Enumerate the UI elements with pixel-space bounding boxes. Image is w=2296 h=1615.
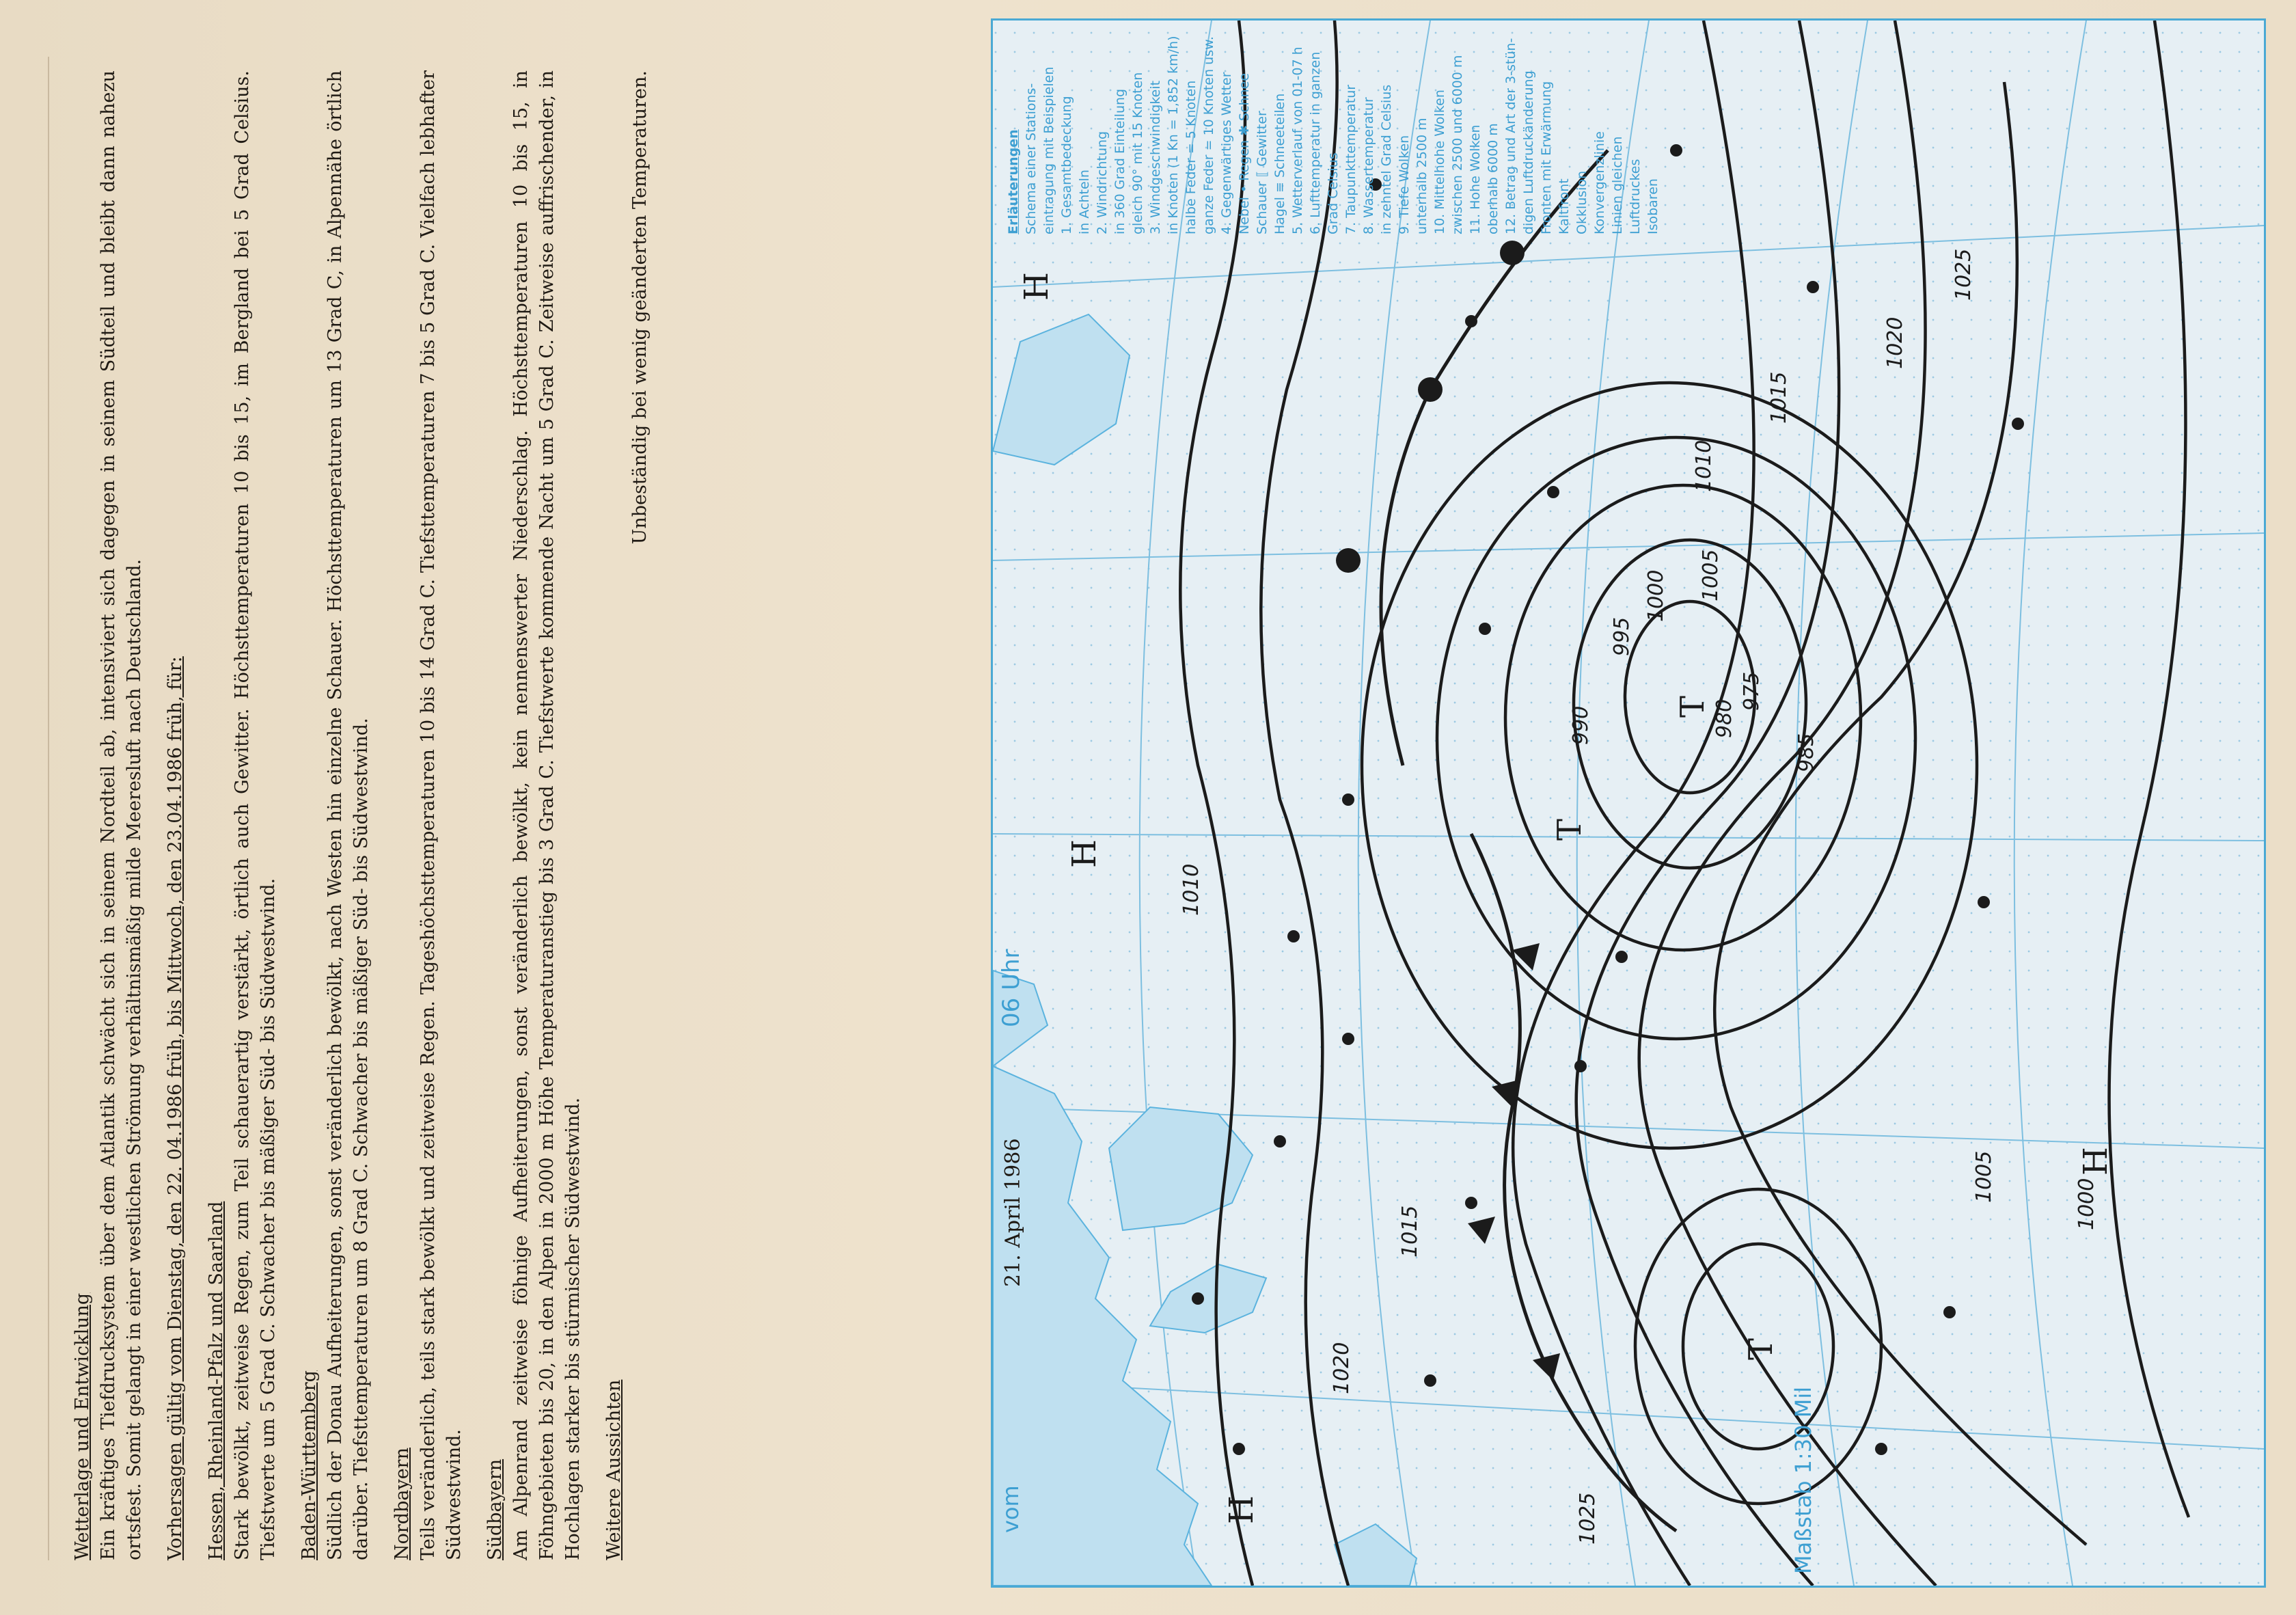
isobar-value: 1000: [1644, 569, 1668, 622]
aussichten-heading: Weitere Aussichten: [603, 1379, 625, 1560]
vorhersage-heading: Vorhersagen gültig vom Dienstag, den 22. 04.1986 früh, bis Mittwoch, den 23.04.1986 früh, für:: [165, 656, 186, 1560]
legend-item: zwischen 2500 und 6000 m: [1450, 55, 1465, 234]
station-mark: [1465, 1197, 1477, 1209]
station-mark: [1287, 930, 1300, 942]
legend-item: in Achteln: [1077, 169, 1092, 234]
isobar-value: 995: [1610, 616, 1634, 656]
legend-item: 4. Gegenwärtiges Wetter: [1219, 72, 1234, 234]
station-mark: [1465, 315, 1477, 327]
isobar-value: 1015: [1398, 1205, 1422, 1258]
low-center: T: [1550, 818, 1589, 841]
isobar-value: 1020: [1883, 316, 1907, 369]
sb-heading: Südbayern: [484, 1458, 506, 1560]
station-mark: [2012, 418, 2024, 430]
station-mark: [1807, 281, 1819, 293]
legend-item: 3. Windgeschwindigkeit: [1148, 80, 1163, 234]
map-date: 21. April 1986: [1001, 1138, 1025, 1287]
station-mark: [1615, 951, 1628, 963]
legend-item: Grad Celsius: [1326, 152, 1341, 234]
legend-item: oberhalb 6000 m: [1486, 123, 1501, 234]
legend-item: Linien gleichen: [1610, 136, 1625, 234]
hessen-heading: Hessen, Rheinland-Pfalz und Saarland: [206, 1201, 227, 1560]
isobar-value: 1000: [2075, 1178, 2099, 1230]
isobar-value: 1005: [1699, 549, 1723, 601]
high-center: H: [1222, 1495, 1261, 1524]
legend-item: Nebel • Regen ✱ Schnee: [1237, 72, 1252, 234]
isobar-value: 1015: [1767, 371, 1791, 424]
warm-front-semicircle: [1418, 377, 1443, 402]
lage-body: Ein kräftiges Tiefdrucksystem über dem Atlantik schwächt sich in seinem Nordteil ab, intensiviert sich dagegen in seinem Südteil und bleibt dann nahezu ortsfest. Somit gelangt in einer westlichen Strömung verhältnismäßig milde Meeresluft nach Deutschland.: [98, 70, 145, 1560]
legend-item: in Knoten (1 Kn = 1,852 km/h): [1166, 36, 1181, 234]
legend-item: 10. Mittelhohe Wolken: [1432, 90, 1447, 234]
isobar-value: 990: [1569, 705, 1593, 745]
station-mark: [1978, 896, 1990, 908]
legend-item: 5. Wetterverlauf von 01-07 h: [1290, 46, 1305, 234]
legend-item: Luftdruckes: [1628, 159, 1643, 234]
legend-item: 7. Taupunkttemperatur: [1343, 84, 1358, 234]
legend-item: 6. Lufttemperatur in ganzen: [1308, 51, 1323, 234]
legend-item: gleich 90° mit 15 Knoten: [1130, 72, 1145, 234]
legend-item: Schema einer Stations-: [1024, 83, 1039, 234]
aussichten-body: Unbeständig bei wenig geänderten Temperaturen.: [629, 70, 651, 545]
legend-item: 1. Gesamtbedeckung: [1059, 96, 1074, 234]
warm-front-semicircle: [1336, 548, 1361, 573]
legend-item: halbe Feder = 5 Knoten: [1184, 80, 1199, 234]
isobar-value: 1020: [1330, 1342, 1354, 1394]
station-mark: [1875, 1443, 1887, 1455]
nb-heading: Nordbayern: [392, 1448, 413, 1560]
station-mark: [1274, 1135, 1286, 1148]
isobar-value: 975: [1740, 671, 1764, 711]
station-mark: [1943, 1306, 1956, 1318]
hessen-body: Stark bewölkt, zeitweise Regen, zum Teil schauerartig verstärkt, örtlich auch Gewitter. Höchsttemperaturen 10 bis 15, im Bergland bei 5 Grad Celsius. Tiefstwerte um 5 Grad C. Schwacher bis mäßiger Süd- bis Südwestwind.: [232, 70, 279, 1560]
station-mark: [1342, 1033, 1354, 1045]
weather-map: [991, 18, 2266, 1588]
legend-item: Konvergenzlinie: [1592, 131, 1607, 234]
station-mark: [1574, 1060, 1587, 1072]
isobar-value: 1010: [1179, 863, 1203, 916]
station-mark: [1547, 486, 1559, 498]
isobar-value: 1025: [1576, 1492, 1600, 1545]
legend-item: 2. Windrichtung: [1095, 131, 1110, 234]
warm-front-semicircle: [1500, 241, 1525, 265]
isobar-value: 1010: [1692, 439, 1716, 492]
legend-item: 12. Betrag und Art der 3-stün-: [1503, 38, 1518, 234]
isobar-value: 1025: [1952, 248, 1976, 301]
legend-title: Erläuterungen: [1006, 129, 1021, 234]
bw-heading: Baden-Württemberg: [299, 1370, 320, 1560]
legend: [1004, 9, 1660, 234]
map-scale: Maßstab 1:30 Mil: [1790, 1386, 1816, 1574]
high-center: H: [2077, 1147, 2115, 1176]
legend-item: digen Luftdruckänderung: [1521, 70, 1536, 234]
sea-area: [993, 21, 2264, 1586]
high-center: H: [1017, 272, 1056, 301]
low-center: T: [1673, 695, 1712, 718]
top-rule: [48, 57, 49, 1560]
station-mark: [1233, 1443, 1245, 1455]
station-mark: [1424, 1374, 1436, 1387]
legend-item: unterhalb 2500 m: [1414, 118, 1430, 234]
legend-item: Schauer ⟦ Gewitter: [1255, 111, 1270, 234]
map-vom: vom: [998, 1485, 1024, 1533]
station-mark: [1342, 793, 1354, 806]
station-mark: [1479, 623, 1491, 635]
legend-item: Hagel ≡ Schneeteilen: [1272, 93, 1287, 234]
low-center: T: [1742, 1338, 1780, 1360]
forecast-text: [55, 70, 977, 1560]
legend-item: Okklusion: [1574, 170, 1589, 234]
legend-item: Fronten mit Erwärmung: [1539, 81, 1554, 234]
legend-item: eintragung mit Beispielen: [1041, 66, 1056, 234]
legend-item: 9. Tiefe Wolken: [1397, 135, 1412, 234]
isobar-value: 1005: [1972, 1150, 1996, 1203]
high-center: H: [1065, 839, 1104, 868]
map-time: 06 Uhr: [998, 949, 1025, 1027]
isobar-value: 985: [1794, 733, 1818, 772]
legend-item: Isobaren: [1645, 178, 1660, 234]
weather-map-svg: [993, 21, 2264, 1586]
legend-item: ganze Feder = 10 Knoten usw.: [1201, 36, 1216, 234]
sb-body: Am Alpenrand zeitweise föhnige Aufheiterungen, sonst veränderlich bewölkt, kein nennenswerter Niederschlag. Höchsttemperaturen 10 bis 15, in Föhngebieten bis 20, in den Alpen in 2000 m Höhe Temperaturanstieg bis 3 Grad C. Tiefstwerte kommende Nacht um 5 Grad C. Zeitweise auffrischender, in Hochlagen starker bis stürmischer Südwestwind.: [510, 70, 584, 1560]
legend-item: Kaltfront: [1557, 178, 1572, 234]
legend-item: in 360 Grad Einteilung: [1112, 88, 1128, 234]
isobar-value: 980: [1712, 698, 1736, 738]
legend-item: in zehntel Grad Celsius: [1379, 84, 1394, 234]
station-mark: [1670, 144, 1682, 157]
bw-body: Südlich der Donau Aufheiterungen, sonst veränderlich bewölkt, nach Westen hin einzelne Schauer. Höchsttemperaturen um 13 Grad C, in Alpennähe örtlich darüber. Tiefsttemperaturen um 8 Grad C. Schwacher bis mäßiger Süd- bis Südwestwind.: [325, 70, 372, 1560]
legend-item: 11. Hohe Wolken: [1468, 124, 1483, 234]
legend-item: 8. Wassertemperatur: [1361, 97, 1376, 234]
nb-body: Teils veränderlich, teils stark bewölkt und zeitweise Regen. Tageshöchsttemperaturen 10 bis 14 Grad C. Tiefsttemperaturen 7 bis 5 Grad C. Vielfach lebhafter Südwestwind.: [418, 70, 465, 1560]
station-mark: [1192, 1292, 1204, 1305]
lage-heading: Wetterlage und Entwicklung: [72, 1292, 93, 1560]
